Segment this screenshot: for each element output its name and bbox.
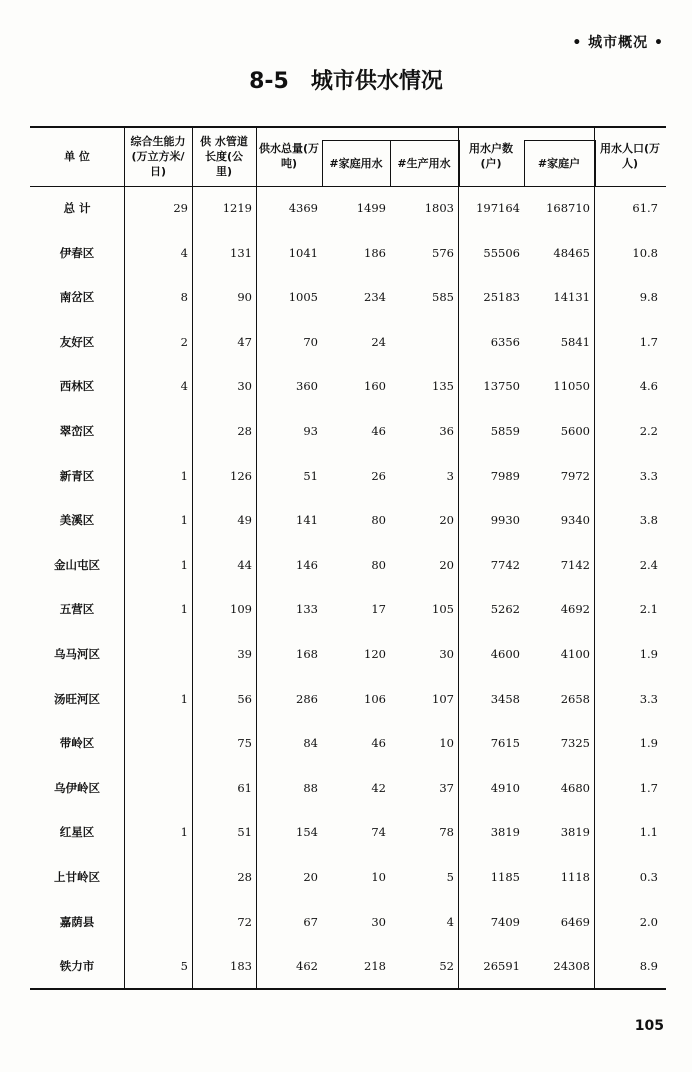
- cell-household-users: 6469: [560, 914, 590, 929]
- table-title: 城市供水情况: [310, 69, 443, 94]
- row-unit-name: 伊春区: [59, 245, 95, 260]
- cell-household-users: 4692: [560, 602, 590, 617]
- cell-population: 1.7: [639, 334, 658, 349]
- cell-household-water: 106: [364, 691, 386, 706]
- cell-production-water: 107: [432, 691, 454, 706]
- cell-household-users: 5841: [560, 334, 590, 349]
- cell-household-water: 26: [371, 468, 386, 483]
- cell-production-water: 37: [439, 780, 454, 795]
- cell-production-water: 105: [432, 602, 454, 617]
- cell-supply-total: 286: [296, 691, 318, 706]
- table-row: [30, 466, 666, 486]
- cell-supply-total: 4369: [288, 201, 318, 215]
- cell-pipe-len: 1219: [222, 201, 252, 215]
- cell-household-users: 3819: [560, 825, 590, 840]
- cell-capacity: 4: [180, 379, 188, 394]
- cell-users: 7989: [490, 468, 520, 483]
- cell-users: 7615: [490, 736, 520, 751]
- row-unit-name: 上甘岭区: [54, 870, 100, 884]
- cell-capacity: 8: [180, 290, 188, 305]
- cell-household-users: 14131: [553, 290, 590, 305]
- cell-population: 2.2: [639, 424, 658, 438]
- cell-production-water: 78: [439, 825, 454, 840]
- page-number: 105: [634, 1018, 664, 1034]
- row-unit-name: 西林区: [59, 379, 95, 394]
- cell-pipe-len: 39: [237, 647, 252, 661]
- table-row: [30, 421, 666, 441]
- cell-household-users: 48465: [553, 245, 590, 260]
- cell-pipe-len: 28: [237, 870, 252, 884]
- cell-pipe-len: 28: [237, 424, 252, 438]
- row-unit-name: 总 计: [63, 201, 91, 215]
- header-household-users: #家庭户: [537, 156, 581, 170]
- cell-users: 4600: [490, 647, 520, 661]
- cell-population: 9.8: [639, 290, 658, 305]
- cell-supply-total: 146: [296, 557, 318, 572]
- table-row: [30, 689, 666, 709]
- cell-population: 61.7: [632, 201, 658, 215]
- cell-population: 3.3: [639, 468, 658, 483]
- cell-household-users: 11050: [553, 379, 590, 394]
- cell-pipe-len: 47: [237, 334, 252, 349]
- cell-population: 2.0: [639, 914, 658, 929]
- cell-production-water: 20: [439, 557, 454, 572]
- row-unit-name: 新青区: [59, 468, 95, 483]
- cell-household-water: 80: [371, 513, 386, 528]
- cell-household-water: 160: [364, 379, 386, 394]
- cell-pipe-len: 109: [230, 602, 252, 617]
- header-production-water: #生产用水: [397, 156, 451, 170]
- header-supply-total: 供水总量(万 吨): [258, 142, 320, 170]
- page-title: [0, 64, 692, 95]
- cell-household-water: 234: [364, 290, 386, 305]
- table-row: [30, 555, 666, 575]
- cell-users: 4910: [490, 780, 520, 795]
- cell-population: 1.1: [639, 825, 658, 840]
- row-unit-name: 乌伊岭区: [54, 780, 100, 795]
- cell-capacity: 2: [180, 334, 188, 349]
- cell-household-users: 5600: [560, 424, 590, 438]
- cell-pipe-len: 30: [237, 379, 252, 394]
- cell-population: 2.4: [639, 557, 658, 572]
- cell-users: 7742: [490, 557, 520, 572]
- cell-supply-total: 462: [296, 959, 318, 974]
- table-row: [30, 287, 666, 307]
- cell-users: 55506: [483, 245, 520, 260]
- cell-household-users: 24308: [553, 959, 590, 974]
- cell-production-water: 585: [432, 290, 454, 305]
- row-unit-name: 嘉荫县: [59, 914, 95, 929]
- table-row: [30, 867, 666, 887]
- row-unit-name: 五营区: [59, 602, 95, 617]
- cell-pipe-len: 131: [230, 245, 252, 260]
- cell-pipe-len: 72: [237, 914, 252, 929]
- cell-production-water: 1803: [424, 201, 454, 215]
- cell-household-users: 7972: [560, 468, 590, 483]
- cell-household-water: 80: [371, 557, 386, 572]
- cell-household-water: 42: [371, 780, 386, 795]
- cell-population: 8.9: [639, 959, 658, 974]
- table-row: [30, 332, 666, 352]
- cell-pipe-len: 49: [237, 513, 252, 528]
- cell-household-users: 168710: [546, 201, 590, 215]
- cell-supply-total: 20: [303, 870, 318, 884]
- row-unit-name: 友好区: [59, 334, 95, 349]
- cell-household-water: 10: [371, 870, 386, 884]
- cell-household-water: 1499: [356, 201, 386, 215]
- cell-household-users: 4100: [560, 647, 590, 661]
- cell-users: 3819: [490, 825, 520, 840]
- cell-supply-total: 70: [303, 334, 318, 349]
- cell-users: 3458: [490, 691, 520, 706]
- cell-users: 9930: [490, 513, 520, 528]
- cell-population: 0.3: [639, 870, 658, 884]
- row-unit-name: 南岔区: [59, 290, 95, 305]
- cell-users: 1185: [490, 870, 520, 884]
- row-unit-name: 铁力市: [59, 959, 95, 974]
- cell-capacity: 1: [180, 602, 188, 617]
- cell-pipe-len: 75: [237, 736, 252, 751]
- cell-users: 7409: [490, 914, 520, 929]
- table-row: [30, 599, 666, 619]
- cell-supply-total: 84: [303, 736, 318, 751]
- cell-pipe-len: 44: [237, 557, 252, 572]
- cell-production-water: 20: [439, 513, 454, 528]
- cell-population: 1.9: [639, 647, 658, 661]
- cell-population: 1.9: [639, 736, 658, 751]
- cell-users: 13750: [483, 379, 520, 394]
- cell-production-water: 30: [439, 647, 454, 661]
- cell-supply-total: 1041: [288, 245, 318, 260]
- table-number: 8-5: [249, 69, 289, 94]
- cell-household-water: 120: [364, 647, 386, 661]
- cell-pipe-len: 183: [230, 959, 252, 974]
- cell-production-water: 4: [446, 914, 454, 929]
- cell-users: 197164: [476, 201, 520, 215]
- table-row: [30, 912, 666, 932]
- table-row: [30, 733, 666, 753]
- cell-household-users: 2658: [560, 691, 590, 706]
- row-unit-name: 美溪区: [59, 513, 95, 528]
- table-row: [30, 243, 666, 263]
- cell-production-water: 3: [446, 468, 454, 483]
- row-unit-name: 红星区: [59, 825, 95, 840]
- cell-household-users: 1118: [560, 870, 590, 884]
- cell-household-users: 4680: [560, 780, 590, 795]
- cell-capacity: 1: [180, 468, 188, 483]
- row-unit-name: 翠峦区: [59, 424, 95, 438]
- table-row: [30, 376, 666, 396]
- cell-household-water: 24: [371, 334, 386, 349]
- cell-population: 3.8: [639, 513, 658, 528]
- header-capacity: 综合生能力(万立方米/日): [130, 134, 186, 178]
- cell-population: 4.6: [639, 379, 658, 394]
- cell-supply-total: 133: [296, 602, 318, 617]
- cell-pipe-len: 90: [237, 290, 252, 305]
- header-users: 用水户数(户): [469, 142, 513, 170]
- header-pipe-length: 供 水管道长度(公 里): [200, 134, 248, 178]
- cell-capacity: 1: [180, 825, 188, 840]
- cell-capacity: 1: [180, 691, 188, 706]
- row-unit-name: 带岭区: [59, 736, 95, 751]
- cell-supply-total: 51: [303, 468, 318, 483]
- cell-users: 5859: [490, 424, 520, 438]
- table-row: [30, 644, 666, 664]
- cell-production-water: 576: [432, 245, 454, 260]
- row-unit-name: 乌马河区: [54, 647, 100, 661]
- cell-users: 6356: [490, 334, 520, 349]
- section-header: • 城市概况 •: [572, 35, 664, 51]
- cell-population: 2.1: [639, 602, 658, 617]
- header-unit: 单 位: [64, 149, 90, 163]
- cell-household-water: 17: [371, 602, 386, 617]
- cell-household-water: 218: [364, 959, 386, 974]
- cell-pipe-len: 126: [230, 468, 252, 483]
- cell-population: 1.7: [639, 780, 658, 795]
- cell-production-water: 36: [439, 424, 454, 438]
- cell-pipe-len: 56: [237, 691, 252, 706]
- cell-household-water: 30: [371, 914, 386, 929]
- cell-production-water: 5: [446, 870, 454, 884]
- header-population: 用水人口(万人): [599, 142, 661, 170]
- cell-supply-total: 360: [296, 379, 318, 394]
- cell-population: 10.8: [632, 245, 658, 260]
- table-row: [30, 822, 666, 842]
- table-row: [30, 956, 666, 976]
- row-unit-name: 金山屯区: [54, 557, 100, 572]
- cell-pipe-len: 51: [237, 825, 252, 840]
- cell-pipe-len: 61: [237, 780, 252, 795]
- header-household-water: #家庭用水: [329, 156, 383, 170]
- cell-capacity: 5: [180, 959, 188, 974]
- cell-population: 3.3: [639, 691, 658, 706]
- cell-supply-total: 141: [296, 513, 318, 528]
- cell-production-water: 10: [439, 736, 454, 751]
- cell-supply-total: 154: [296, 825, 318, 840]
- table-row: [30, 198, 666, 218]
- cell-supply-total: 67: [303, 914, 318, 929]
- row-unit-name: 汤旺河区: [54, 691, 100, 706]
- cell-household-water: 186: [364, 245, 386, 260]
- cell-capacity: 1: [180, 557, 188, 572]
- cell-users: 26591: [483, 959, 520, 974]
- cell-production-water: 52: [439, 959, 454, 974]
- cell-household-users: 7142: [560, 557, 590, 572]
- cell-capacity: 4: [180, 245, 188, 260]
- cell-capacity: 1: [180, 513, 188, 528]
- cell-supply-total: 93: [303, 424, 318, 438]
- cell-supply-total: 88: [303, 780, 318, 795]
- cell-users: 25183: [483, 290, 520, 305]
- bottom-rule: [30, 988, 666, 990]
- cell-household-users: 9340: [560, 513, 590, 528]
- cell-users: 5262: [490, 602, 520, 617]
- table-row: [30, 778, 666, 798]
- cell-production-water: 135: [432, 379, 454, 394]
- cell-supply-total: 1005: [288, 290, 318, 305]
- cell-household-water: 74: [371, 825, 386, 840]
- cell-supply-total: 168: [296, 647, 318, 661]
- cell-household-users: 7325: [560, 736, 590, 751]
- cell-household-water: 46: [371, 424, 386, 438]
- cell-capacity: 29: [173, 201, 188, 215]
- cell-household-water: 46: [371, 736, 386, 751]
- table-row: [30, 510, 666, 530]
